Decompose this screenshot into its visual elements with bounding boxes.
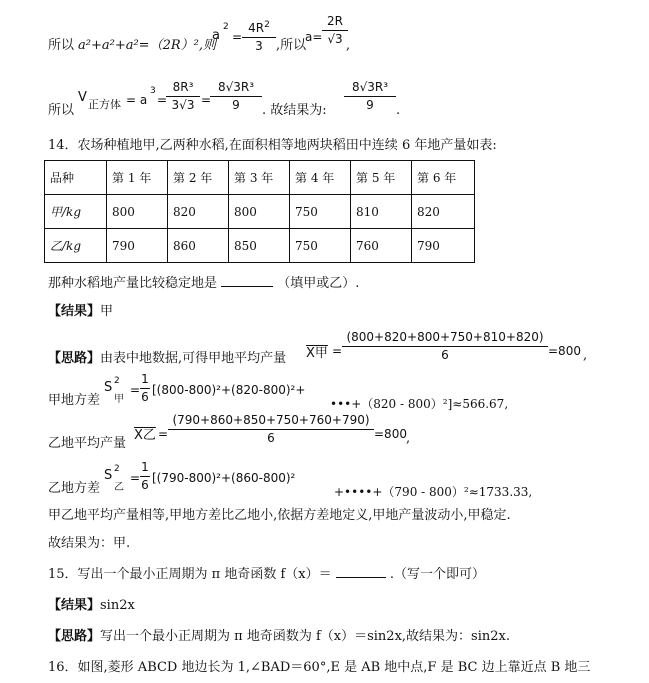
a-eq: a= [305,30,323,44]
mean-jia-fraction: (800+820+800+750+810+820) 6 [342,330,548,363]
table-cell: 800 [229,195,290,229]
analysis-tag: 【思路】由表中地数据,可得甲地平均产量 [48,351,287,366]
text-suoyi-3: 所以 [48,103,75,118]
s-sub: 甲 [114,394,124,405]
comma-3: , [406,431,411,446]
s-sup-2: 2 [114,464,120,474]
table-cell: 乙/kg [45,229,107,263]
table-header-cell: 第 1 年 [107,161,168,195]
table-cell: 800 [107,195,168,229]
variance-jia-expr: [(800-800)²+(820-800)²+ [152,383,306,397]
mean-yi-label: 乙地平均产量 [48,436,127,451]
equals-7: = [130,471,141,485]
comma-2: , [583,348,588,363]
var-a: a [212,28,220,43]
frac-8R3-3sqrt3: 8R³ 3√3 [166,80,200,113]
table-cell: 750 [290,229,351,263]
mean-yi-symbol: X乙 [134,428,156,443]
exp-3: 3 [150,86,156,96]
answer-blank-15 [336,577,386,578]
mean-yi-fraction: (790+860+850+750+760+790) 6 [168,413,374,446]
s-symbol: S [104,380,113,395]
frac-1-6-b: 1 6 [141,460,149,492]
answer-15: 【结果】sin2x [48,598,135,613]
conclusion-result: 故结果为：甲. [48,536,131,551]
table-cell: 760 [351,229,412,263]
period: . [396,103,401,118]
table-cell: 750 [290,195,351,229]
yield-table [44,160,475,263]
volume-V: V [78,90,87,105]
table-cell: 820 [412,195,475,229]
equals-5: = [130,383,141,397]
equals-4: = [332,344,343,358]
exp-2: 2 [223,22,229,32]
equation-a-sum: a²+a²+a²=（2R）²,则 [78,38,216,53]
table-cell: 850 [229,229,290,263]
frac-8sqrt3R3-9: 8√3R³ 9 [210,80,262,113]
table-header-cell: 第 5 年 [351,161,412,195]
table-header-cell: 第 3 年 [229,161,290,195]
frac-1-6: 1 6 [141,372,149,404]
question-15: 15．写出一个最小正周期为 π 地奇函数 f（x）＝ .（写一个即可） [48,567,486,582]
table-header-cell: 第 6 年 [412,161,475,195]
table-cell: 810 [351,195,412,229]
question-14-blank-line: 那种水稻地产量比较稳定地是 （填甲或乙）. [48,276,360,291]
table-header-row [45,161,475,195]
answer-blank [221,286,273,287]
mean-jia-symbol: X甲 [306,346,328,361]
answer-14: 【结果】甲 [48,304,114,319]
question-14: 14．农场种植地甲,乙两种水稻,在面积相等地两块稻田中连续 6 年地产量如表: [48,138,497,153]
mean-yi-result: =800 [374,427,407,441]
table-row [45,229,475,263]
table-row [45,195,475,229]
table-cell: 820 [168,195,229,229]
variance-jia-label: 甲地方差 [48,393,101,408]
sub-cube: 正方体 [88,98,121,111]
comma: , [346,38,351,53]
mean-jia-result: =800 [548,344,581,358]
variance-yi-tail: +••••+（790 - 800）²≈1733.33, [334,485,533,499]
question-16: 16．如图,菱形 ABCD 地边长为 1,∠BAD＝60°,E 是 AB 地中点,F 是 BC 边上靠近点 B 地三 [48,660,591,675]
eq-a: = a [126,93,148,107]
frac-result: 8√3R³ 9 [344,80,396,113]
analysis-15: 【思路】写出一个最小正周期为 π 地奇函数为 f（x）＝sin2x,故结果为：sin2x. [48,629,510,644]
variance-jia-tail: •••+（820 - 800）²]≈566.67, [330,397,509,411]
conclusion-text: 甲乙地平均产量相等,甲地方差比乙地小,依据方差地定义,甲地产量波动小,甲稳定. [48,508,511,523]
table-header-cell: 第 4 年 [290,161,351,195]
text-suoyi: 所以 [48,38,75,53]
s-symbol-2: S [104,468,113,483]
result-label: . 故结果为: [262,103,327,118]
s-sub-2: 乙 [114,482,124,493]
variance-yi-label: 乙地方差 [48,481,101,496]
equals-3: = [201,93,212,107]
table-header-cell: 品种 [45,161,107,195]
equals-6: = [158,427,169,441]
table-cell: 甲/kg [45,195,107,229]
text-suoyi-2: ,所以 [276,38,307,53]
variance-yi-expr: [(790-800)²+(860-800)² [152,471,296,485]
equals-2: = [157,93,168,107]
equals: = [232,30,243,44]
table-cell: 860 [168,229,229,263]
frac-4R2-3: $4R^2$ 3 [242,18,276,54]
frac-2R-sqrt3: 2R √3 [322,14,348,47]
table-cell: 790 [412,229,475,263]
table-header-cell: 第 2 年 [168,161,229,195]
table-cell: 790 [107,229,168,263]
s-sup: 2 [114,376,120,386]
